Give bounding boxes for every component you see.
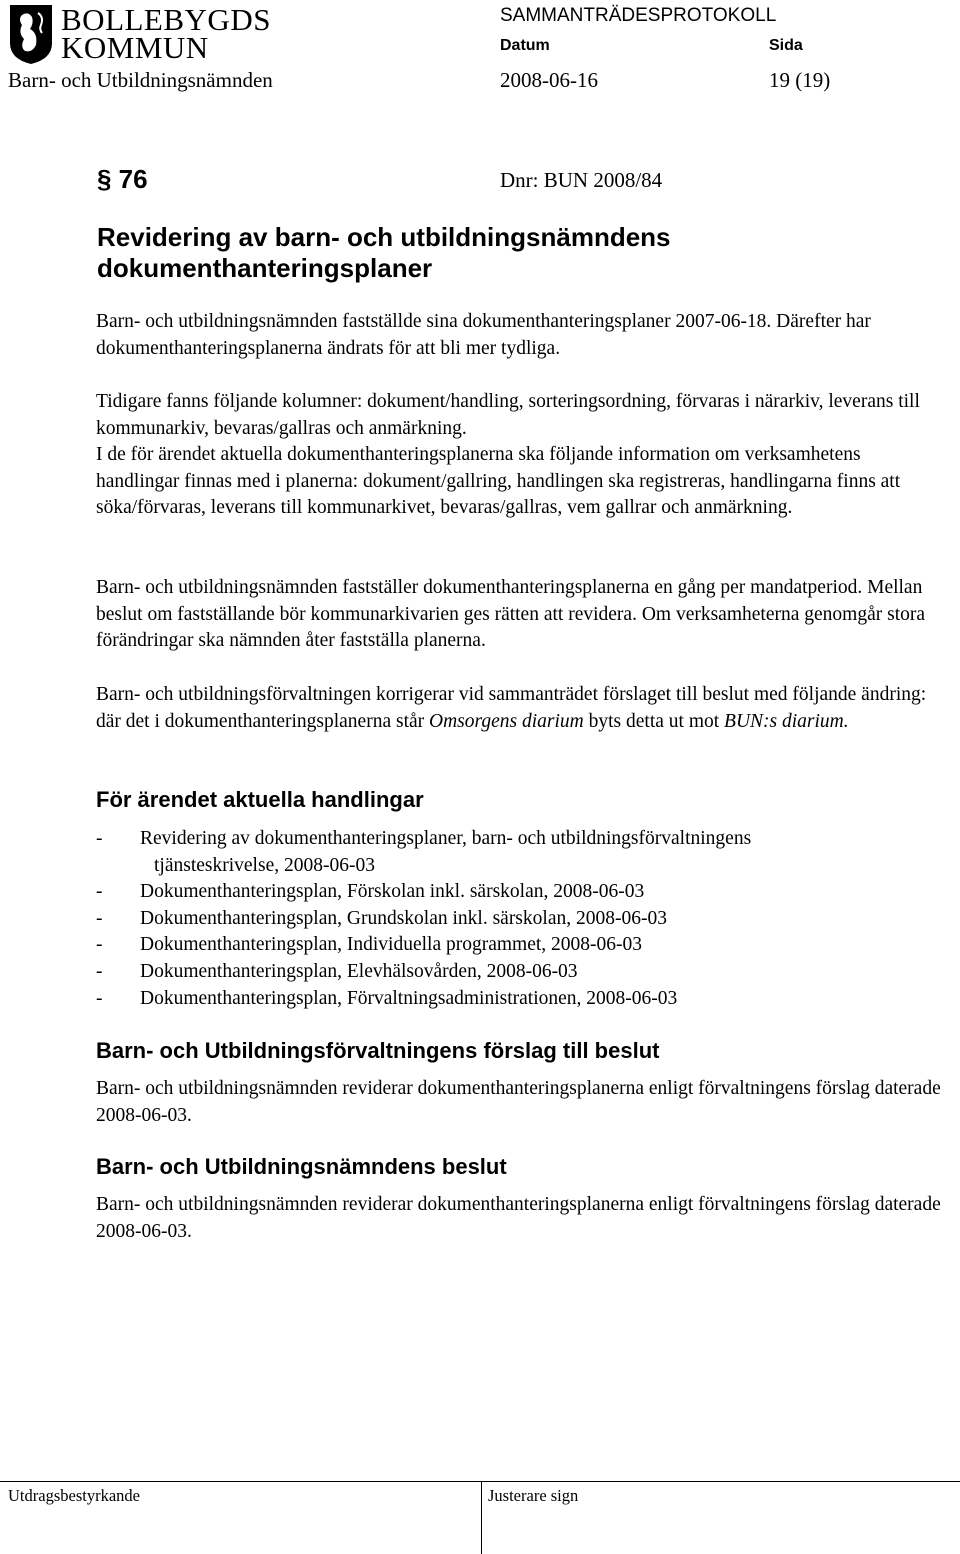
certification-label: Utdragsbestyrkande — [8, 1486, 140, 1505]
list-item — [96, 986, 946, 1013]
list-dash: - — [96, 987, 103, 1009]
meeting-date: 2008-06-16 — [500, 68, 598, 92]
paragraph-adoption: Barn- och utbildningsnämnden fastställer dokumenthanteringsplanerna en gång per mandatperiod. Mellan beslut om fastställande bör kommunarkivarien ges rätten att revidera. Om verksamheterna genomgår stora förändringar ska nämnden åter fastställa planerna. — [96, 577, 926, 652]
documents-list — [96, 826, 946, 1012]
list-dash: - — [96, 960, 103, 982]
correction-text-mid: byts detta ut mot — [583, 710, 725, 732]
page-label: Sida — [769, 37, 803, 54]
correction-new-term: BUN:s diarium. — [724, 710, 849, 732]
list-item-text: Dokumenthanteringsplan, Förskolan inkl. särskolan, 2008-06-03 — [140, 881, 645, 903]
decision-heading: Barn- och Utbildningsnämndens beslut — [96, 1154, 507, 1179]
section-number: § 76 — [97, 164, 148, 194]
page-title: Revidering av barn- och utbildningsnämndens dokumenthanteringsplaner — [97, 222, 671, 283]
page-number: 19 (19) — [769, 68, 831, 92]
footer-column-divider — [481, 1481, 482, 1554]
correction-old-term: Omsorgens diarium — [429, 710, 584, 732]
logo-text-line2: KOMMUN — [61, 30, 209, 65]
paragraph-previous-columns: Tidigare fanns följande kolumner: dokument/handling, sorteringsordning, förvaras i närarkiv, leverans till kommunarkiv, bevaras/gallras och anmärkning. — [96, 391, 920, 439]
list-item — [96, 959, 946, 986]
list-item-text: Dokumenthanteringsplan, Grundskolan inkl. särskolan, 2008-06-03 — [140, 907, 667, 929]
date-label: Datum — [500, 37, 550, 54]
list-dash: - — [96, 881, 103, 903]
municipality-logo — [8, 2, 271, 67]
committee-name: Barn- och Utbildningsnämnden — [8, 68, 273, 92]
adjuster-signature-label: Justerare sign — [488, 1486, 579, 1505]
decision-text: Barn- och utbildningsnämnden reviderar dokumenthanteringsplanerna enligt förvaltningens förslag daterade 2008-06-03. — [96, 1194, 941, 1242]
list-item — [96, 826, 946, 853]
list-item-text: Dokumenthanteringsplan, Elevhälsovården, 2008-06-03 — [140, 960, 578, 982]
paragraph-correction — [96, 682, 946, 735]
list-item-continuation — [96, 853, 946, 880]
paragraph-intro: Barn- och utbildningsnämnden fastställde sina dokumenthanteringsplaner 2007-06-18. Därefter har dokumenthanteringsplanerna ändrats för att bli mer tydliga. — [96, 311, 871, 359]
correction-text-start: Barn- och utbildningsförvaltningen korrigerar vid sammanträdet förslaget till beslut med följande ändring: där det i dokumenthanteringsplanerna står — [96, 684, 927, 732]
document-type: SAMMANTRÄDESPROTOKOLL — [500, 5, 777, 26]
list-dash: - — [96, 828, 103, 849]
proposal-heading: Barn- och Utbildningsförvaltningens förslag till beslut — [96, 1038, 660, 1063]
list-item — [96, 932, 946, 959]
documents-heading: För ärendet aktuella handlingar — [96, 787, 424, 812]
list-item-text: Revidering av dokumenthanteringsplaner, barn- och utbildningsförvaltningens — [140, 828, 752, 849]
list-item — [96, 906, 946, 933]
diary-number: Dnr: BUN 2008/84 — [500, 168, 663, 192]
paragraph-current-info: I de för ärendet aktuella dokumenthanteringsplanerna ska följande information om verksamhetens handlingar finnas med i planerna: dokument/gallring, handlingen ska registreras, handlingarna finns att söka/förvaras, leverans till kommunarkivet, bevaras/gallras, vem gallrar och anmärkning. — [96, 444, 901, 519]
list-dash: - — [96, 934, 103, 956]
coat-of-arms-icon — [8, 3, 54, 65]
list-item — [96, 879, 946, 906]
list-item-text: Dokumenthanteringsplan, Förvaltningsadministrationen, 2008-06-03 — [140, 987, 678, 1009]
list-dash: - — [96, 907, 103, 929]
proposal-text: Barn- och utbildningsnämnden reviderar dokumenthanteringsplanerna enligt förvaltningens förslag daterade 2008-06-03. — [96, 1078, 941, 1126]
footer-divider-line — [0, 1481, 960, 1482]
list-item-text: Dokumenthanteringsplan, Individuella programmet, 2008-06-03 — [140, 934, 643, 956]
logo-text-line1: BOLLEBYGDS — [61, 2, 271, 37]
list-item-text: tjänsteskrivelse, 2008-06-03 — [154, 854, 375, 876]
